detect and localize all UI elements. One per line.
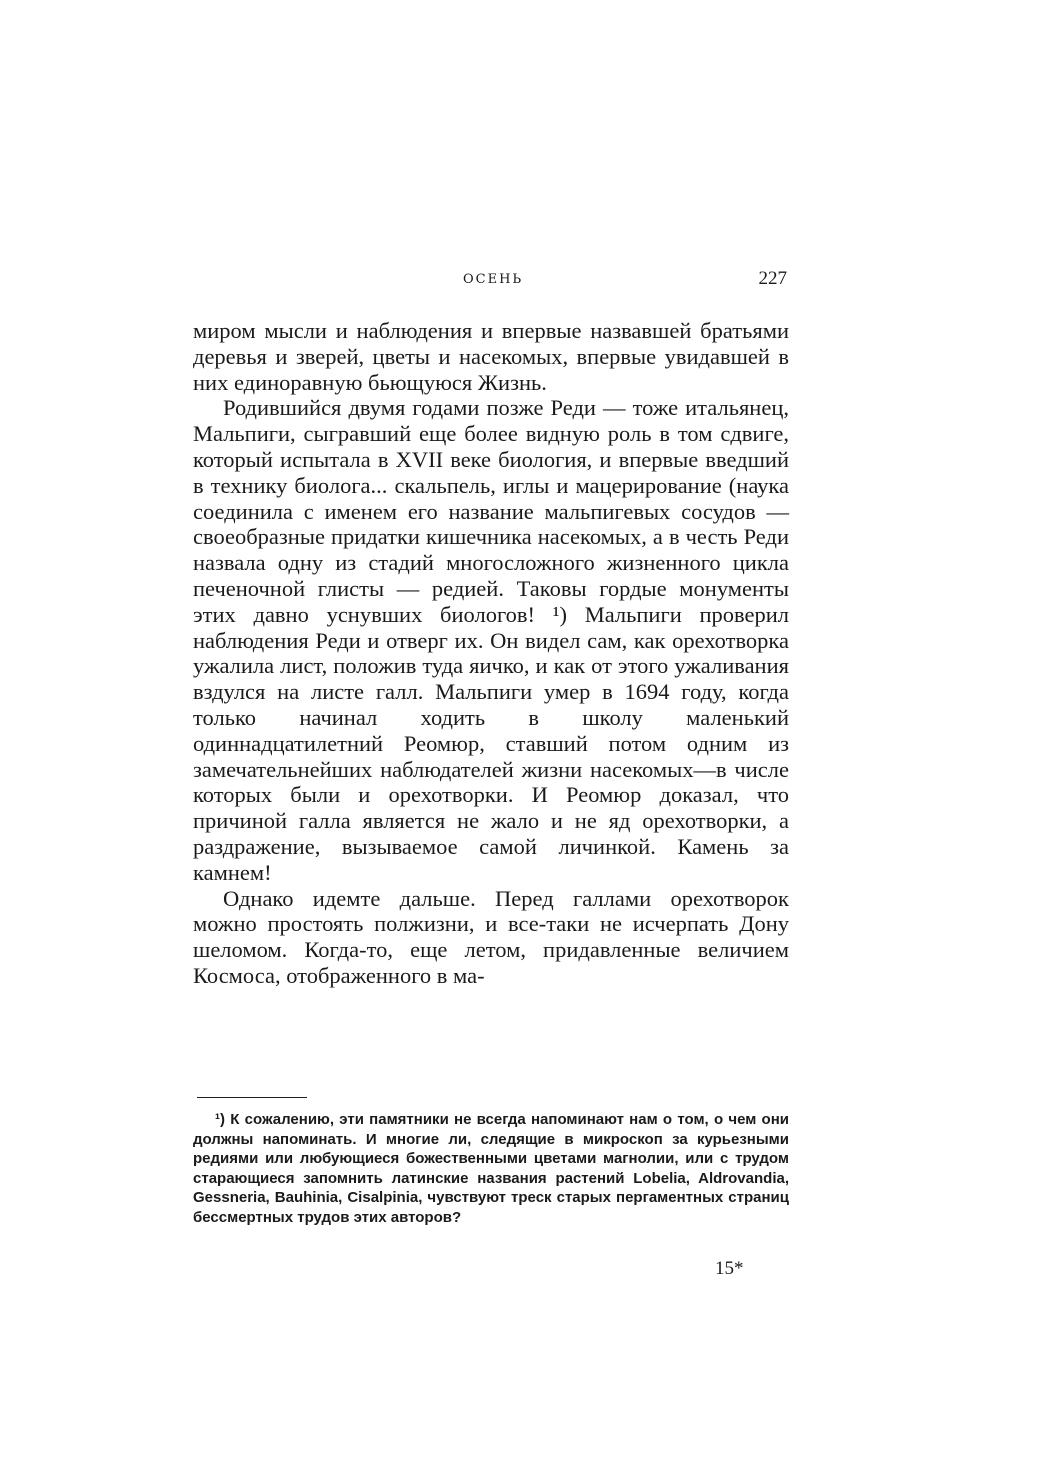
book-page xyxy=(193,0,793,1472)
signature-mark: 15* xyxy=(715,1258,744,1279)
footnote-divider xyxy=(197,1097,307,1098)
body-text xyxy=(193,318,789,989)
footnote: ¹) К сожалению, эти памятники не всегда напоминают нам о том, о чем они должны напоминать. И многие ли, следящие в микроскоп за курьезными редиями или любующиеся божественными цветами магнолии, или с трудом старающиеся запомнить латинские названия растений Lobelia, Aldrovandia, Gessneria, Bauhinia, Cisalpinia, чувствуют треск старых пергаментных страниц бессмертных трудов этих авторов? xyxy=(193,1111,789,1226)
paragraph-continuation: миром мысли и наблюдения и впервые назвавшей братьями деревья и зверей, цветы и насекомых, впервые увидавшей в них единоравную бьющуюся Жизнь. xyxy=(193,318,789,395)
running-head xyxy=(193,268,791,298)
paragraph-galls: Однако идемте дальше. Перед галлами орехотворок можно простоять полжизни, и все-таки не исчерпать Дону шеломом. Когда-то, еще летом, придавленные величием Космоса, отображенного в ма- xyxy=(193,885,789,988)
running-title: ОСЕНЬ xyxy=(463,272,524,287)
paragraph-malpighi: Родившийся двумя годами позже Реди — тоже итальянец, Мальпиги, сыгравший еще более видную роль в том сдвиге, который испытала в XVII веке биология, и впервые введший в технику биолога... скальпель, иглы и мацерирование (наука соединила с именем его название мальпигевых сосудов — своеобразные придатки кишечника насекомых, а в честь Реди назвала одну из стадий многосложного жизненного цикла печеночной глисты — редией. Таковы гордые монументы этих давно уснувших биологов! ¹) Мальпиги проверил наблюдения Реди и отверг их. Он видел сам, как орехотворка ужалила лист, положив туда яичко, и как от этого ужаливания вздулся на листе галл. Мальпиги умер в 1694 году, когда только начинал ходить в школу маленький одиннадцатилетний Реомюр, ставший потом одним из замечательнейших наблюдателей жизни насекомых—в числе которых были и орехотворки. И Реомюр доказал, что причиной галла является не жало и не яд орехотворки, а раздражение, вызываемое самой личинкой. Камень за камнем! xyxy=(193,395,789,885)
page-number: 227 xyxy=(758,268,787,289)
